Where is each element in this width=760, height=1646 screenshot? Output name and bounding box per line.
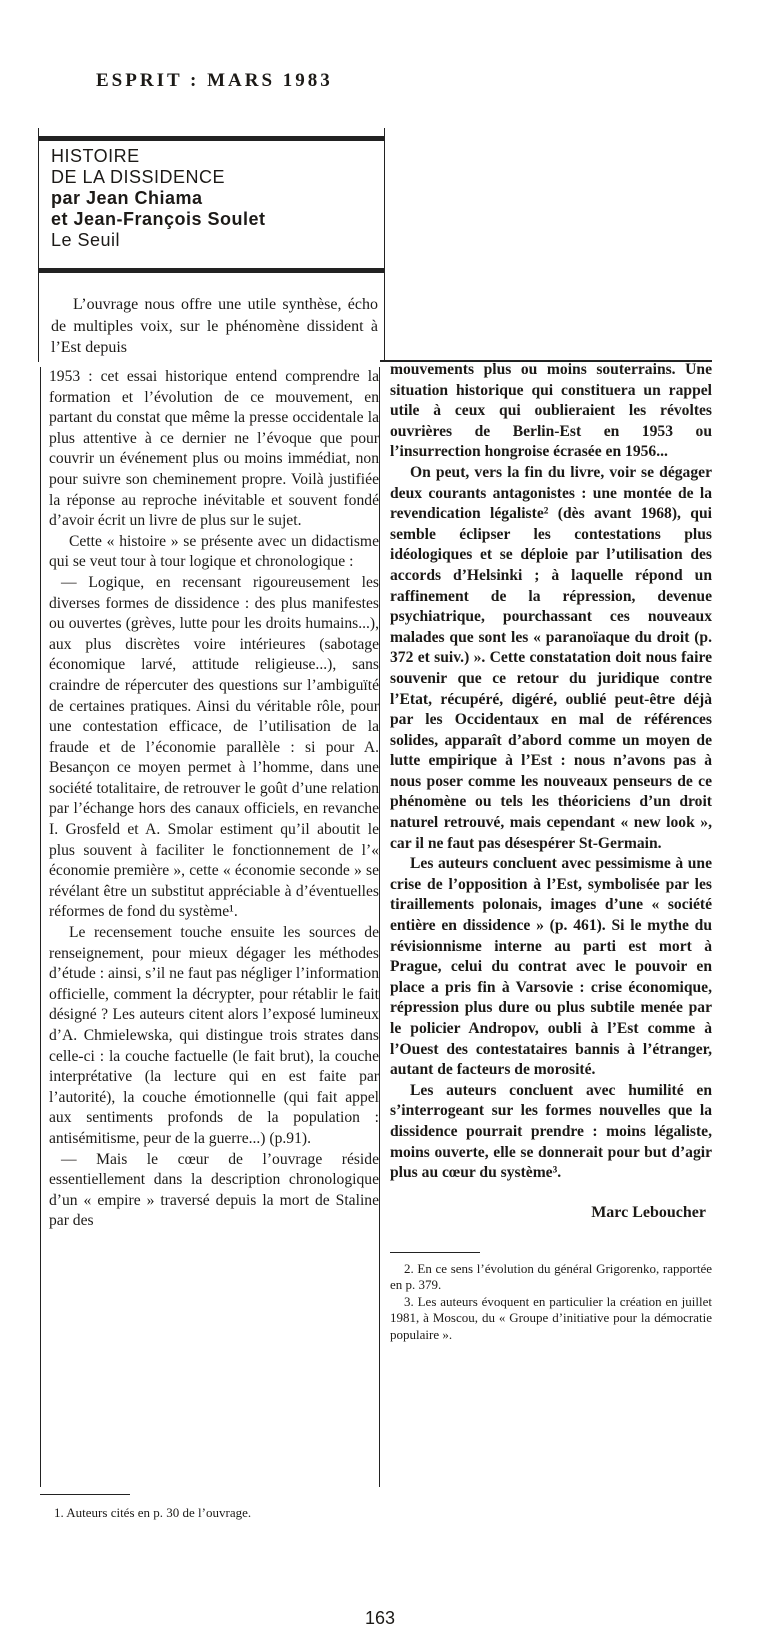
book-author-line1: par Jean Chiama bbox=[51, 188, 203, 208]
left-column bbox=[40, 367, 380, 1487]
book-title-block bbox=[51, 146, 376, 251]
left-paragraph-3: — Logique, en recensant rigoureusement les diverses formes de dissidence : des plus manifestes ou ouvertes (grèves, lutte pour les droits humains...), aux plus discrètes voire intérieures (sabotage économique larvé, attitude religieuse...), sans craindre de répercuter des questions sur l’ambiguïté de certaines pratiques. Ainsi du véritable rôle, pour une contestation efficace, de l’utilisation de la fraude et de l’économie parallèle : si pour A. Besançon ce moyen permet à l’homme, dans une société totalitaire, de retrouver le goût d’une relation par l’échange hors des canaux officiels, en revanche I. Grosfeld et A. Smolar estiment qu’il aboutit le plus souvent à faciliter le fonctionnement de l’« économie première », cette « économie seconde » se révélant être un substitut appréciable à d’éventuelles réformes de fond du système¹. bbox=[49, 573, 379, 921]
footnote-3: 3. Les auteurs évoquent en particulier la création en juillet 1981, à Moscou, du « Groupe d’initiative pour la démocratie populaire ». bbox=[390, 1293, 712, 1342]
right-paragraph-4: Les auteurs concluent avec humilité en s’interrogeant sur les formes nouvelles que la dissidence pourrait prendre : moins légaliste, moins ouverte, elle se donnerait pour but d’agir plus au cœur du système³. bbox=[390, 1081, 712, 1182]
footnote-1: 1. Auteurs cités en p. 30 de l’ouvrage. bbox=[54, 1505, 252, 1520]
left-paragraph-2: Cette « histoire » se présente avec un didactisme qui se veut tour à tour logique et chronologique : bbox=[49, 532, 379, 571]
footnote-rule bbox=[40, 1494, 130, 1495]
right-paragraph-3: Les auteurs concluent avec pessimisme à une crise de l’opposition à l’Est, symbolisée par les tiraillements polonais, images d’une « société entière en dissidence » (p. 461). Si le mythe du révisionnisme interne au parti est mort à Prague, celui du contrat avec le pouvoir en place a pris fin à Varsovie : crise économique, répression plus dure ou plus subtile menée par le policier Andropov, oubli à l’Est comme à l’Ouest des contestataires bannis à l’étranger, autant de facteurs de morosité. bbox=[390, 855, 712, 1079]
left-paragraph-4: Le recensement touche ensuite les sources de renseignement, pour mieux dégager les méthodes d’étude : ainsi, s’il ne faut pas négliger l’information officielle, comment la décrypter, pour rétablir le fait désigné ? Les auteurs citent alors l’exposé lumineux d’A. Chmielewska, qui distingue trois strates dans celle-ci : la couche factuelle (le fait brut), la couche interprétative (la lecture qui en est faite par l’autorité), la couche émotionnelle (qui fait appel aux sentiments profonds de la population : antisémitisme, peur de la guerre...) (p.91). bbox=[49, 924, 379, 1147]
footnote-2: 2. En ce sens l’évolution du général Grigorenko, rapportée en p. 379. bbox=[390, 1260, 712, 1293]
book-publisher: Le Seuil bbox=[51, 230, 121, 250]
book-title-line1: HISTOIRE bbox=[51, 146, 140, 166]
review-header-box bbox=[38, 128, 385, 362]
page-number: 163 bbox=[364, 1608, 396, 1628]
intro-paragraph: L’ouvrage nous offre une utile synthèse, écho de multiples voix, sur le phénomène dissident à l’Est depuis bbox=[51, 296, 378, 356]
bottom-rule bbox=[39, 268, 384, 273]
right-paragraph-1: mouvements plus ou moins souterrains. Une situation historique qui constituera un rappel utile à ceux qui oublieraient les révoltes ouvrières de Berlin-Est en 1953 ou l’insurrection hongroise écrasée en 1956... bbox=[390, 361, 712, 461]
top-rule bbox=[39, 136, 384, 141]
left-footnote-area bbox=[40, 1494, 360, 1522]
right-paragraph-2: On peut, vers la fin du livre, voir se dégager deux courants antagonistes : une montée de la revendication légaliste² (dès avant 1968), qui semble éclipser les contestations plus idéologiques et se déploie par l’utilisation des accords d’Helsinki ; à laquelle répond un raffinement de la répression, devenue psychiatrique, pourchassant ces nouveaux malades que sont les « paranoïaque du droit (p. 372 et suiv.) ». Cette constatation doit nous faire souvenir que ce retour du juridique contre l’Etat, récupéré, digéré, oublié peut-être déjà par les Occidentaux en mal de références solides, apparaît d’abord comme un moyen de lutte empirique à l’Est : nous n’avons pas à nous poser comme les nouveaux penseurs de ce phénomène ou tels les théoriciens d’un droit naturel retrouvé, mais cependant « new look », car il ne faut pas désespérer St-Germain. bbox=[390, 463, 712, 852]
book-author-line2: et Jean-François Soulet bbox=[51, 209, 266, 229]
footnote-rule bbox=[390, 1252, 480, 1253]
left-paragraph-1: 1953 : cet essai historique entend comprendre la formation et l’évolution de ce mouvement, en partant du constat que même la presse occidentale la plus attentive à ce dernier ne l’évoque que pour couvrir un événement plus ou moins immédiat, non pour suivre son cheminement propre. Voilà justifiée la réponse au reproche inévitable et souvent fondé d’avoir écrit un livre de plus sur le sujet. bbox=[49, 368, 379, 530]
book-title-line2: DE LA DISSIDENCE bbox=[51, 167, 226, 187]
right-column bbox=[380, 360, 712, 1343]
left-paragraph-5: — Mais le cœur de l’ouvrage réside essentiellement dans la description chronologique d’un « empire » traversé depuis la mort de Staline par des bbox=[49, 1150, 379, 1230]
author-signature: Marc Leboucher bbox=[591, 1203, 706, 1221]
journal-header: ESPRIT : MARS 1983 bbox=[96, 70, 333, 91]
